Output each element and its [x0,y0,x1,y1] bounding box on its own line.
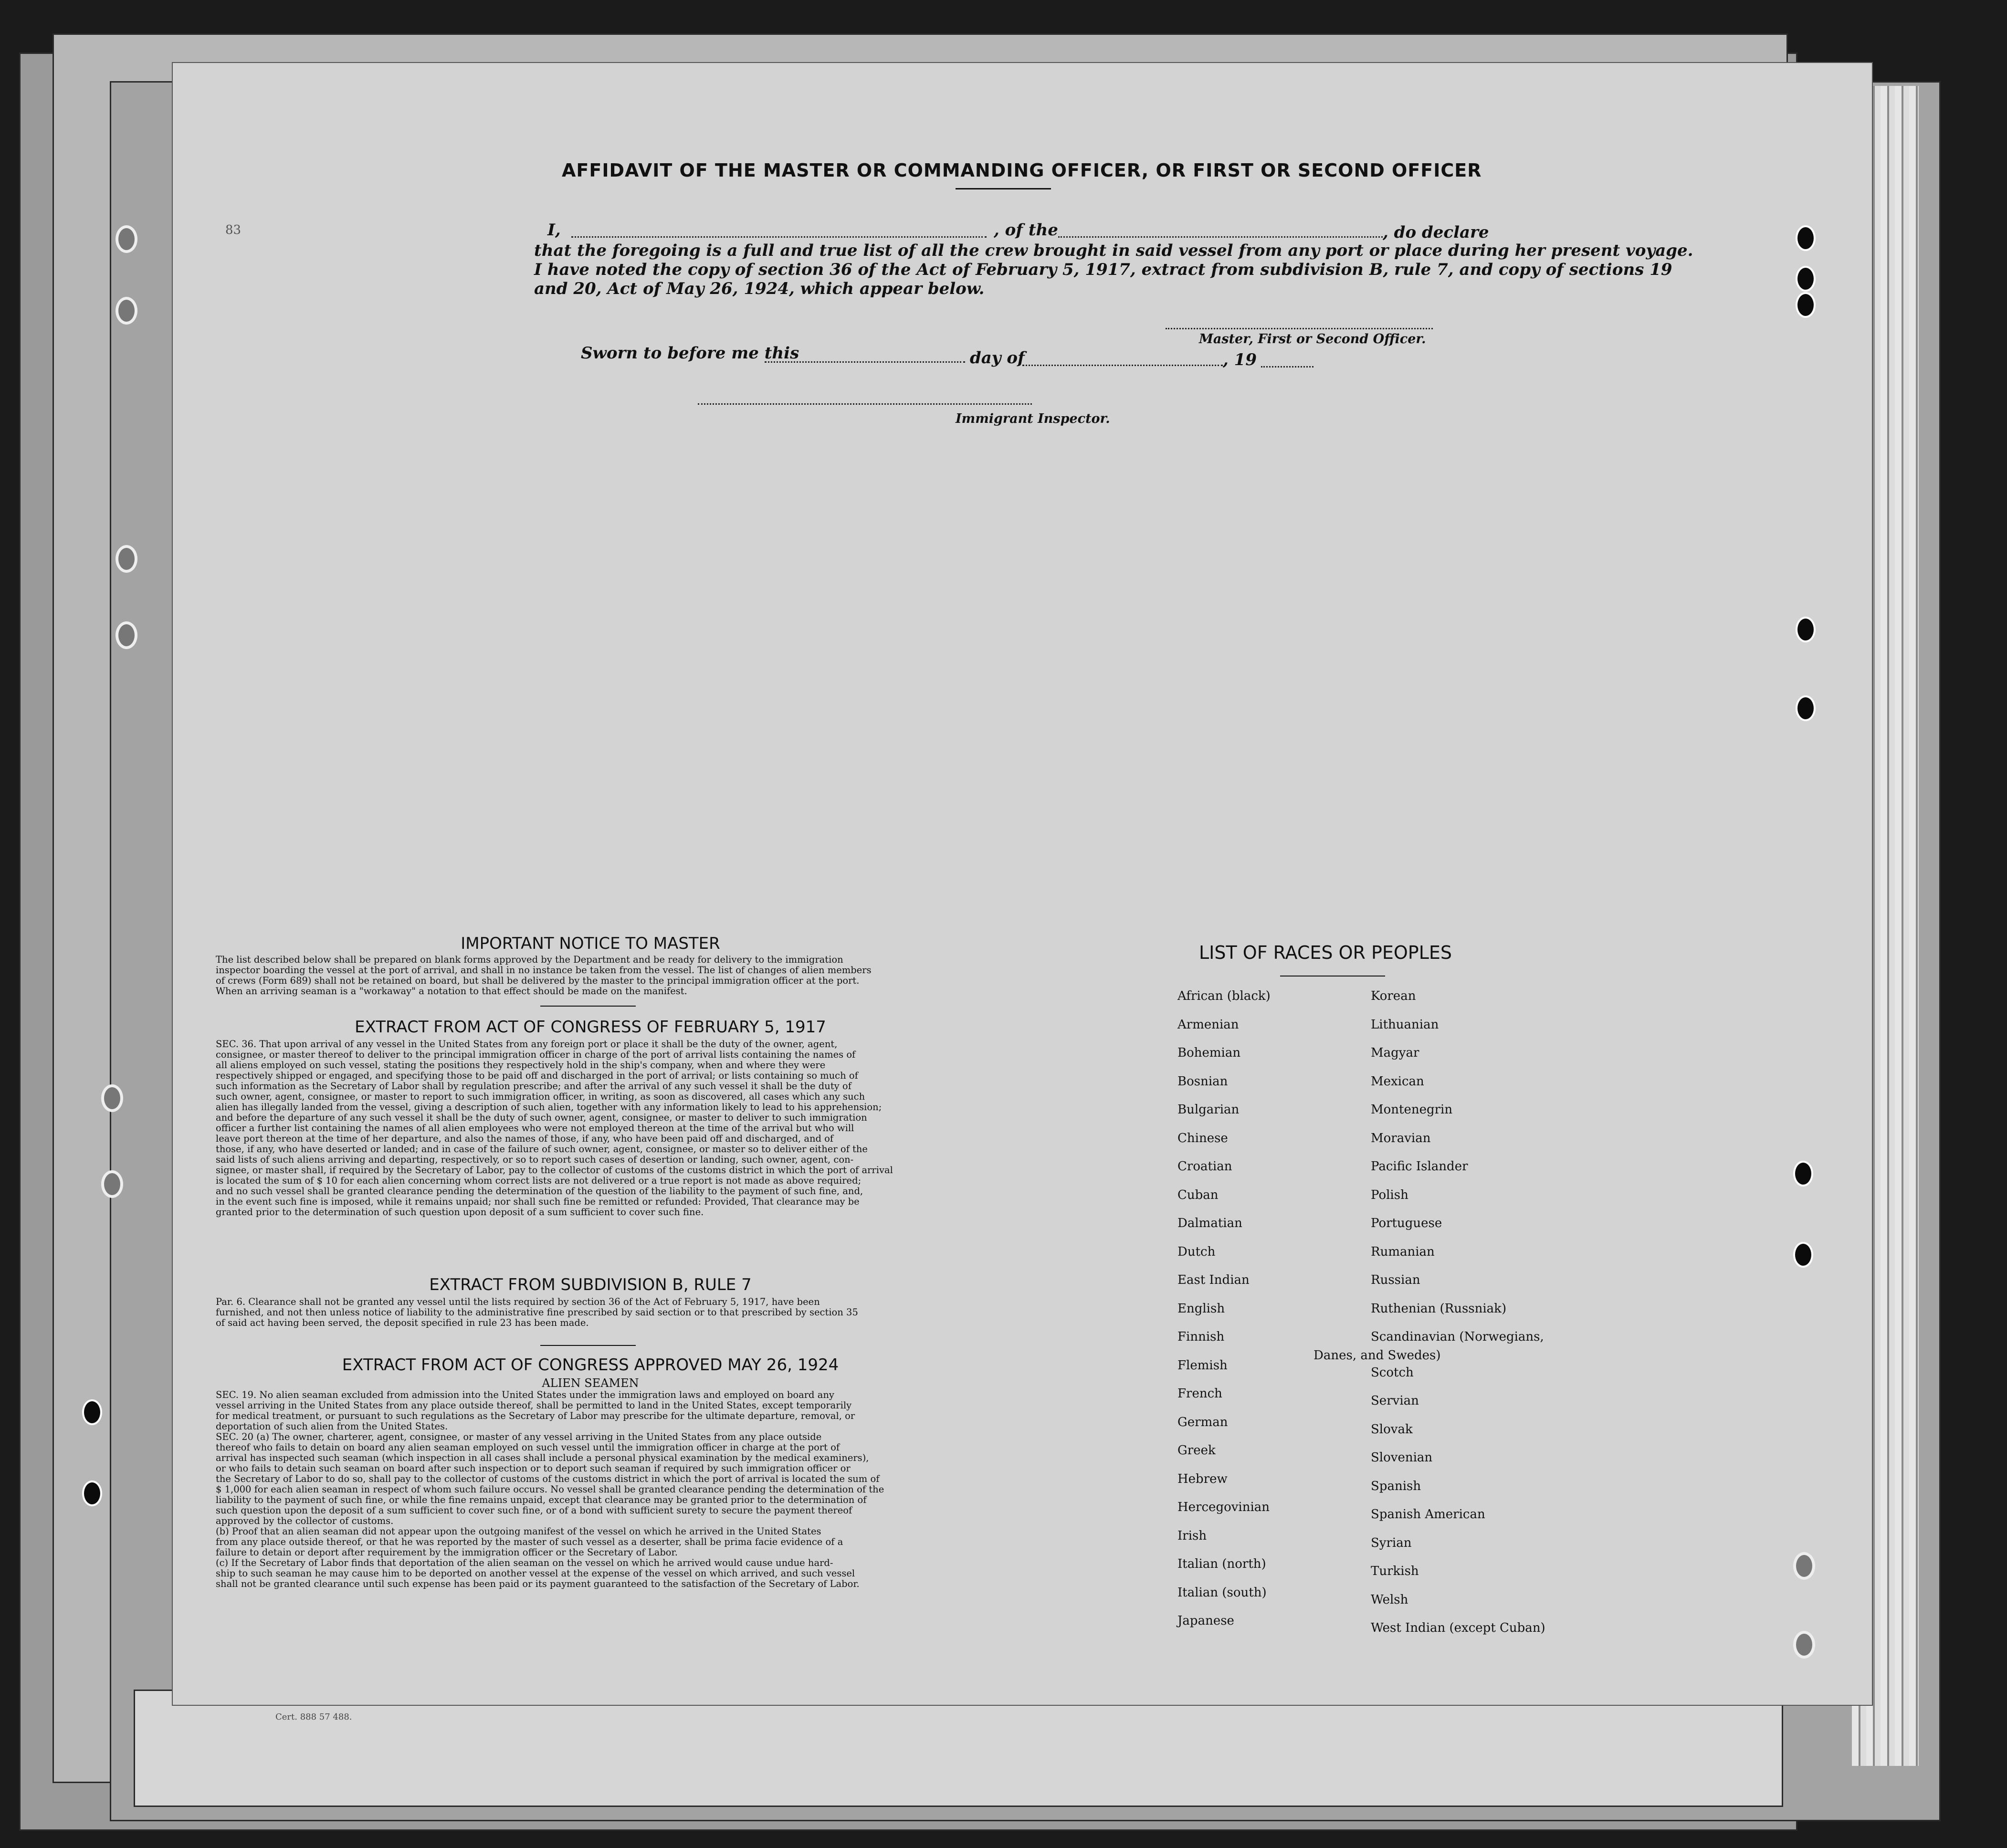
punch-hole [116,545,137,573]
month-blank [1022,365,1223,366]
race-item: Japanese [1177,1614,1234,1628]
race-item: West Indian (except Cuban) [1371,1621,1545,1635]
punch-hole [82,1399,102,1425]
race-item: Welsh [1371,1592,1408,1607]
punch-hole [1796,225,1816,251]
affidavit-line3: I have noted the copy of section 36 of the Act of February 5, 1917, extract from subdivision B, rule 7, and copy of sections 19 [534,260,1672,279]
race-item: Italian (north) [1177,1557,1266,1571]
race-item: Turkish [1371,1564,1419,1578]
race-item: Montenegrin [1371,1102,1453,1117]
extract-rule7-text: Par. 6. Clearance shall not be granted any vessel until the lists required by section 36 of the Act of February 5, 1917, have been furnished, and not then unless notice of liability to the administrative fine prescribed by said section or to that prescribed by section 35 of said act having been served, the deposit specified in rule 23 has been made. [216,1296,858,1328]
race-item: Pacific Islander [1371,1159,1468,1174]
extract-rule7-title: EXTRACT FROM SUBDIVISION B, RULE 7 [429,1275,752,1294]
race-item: Polish [1371,1187,1408,1202]
punch-hole [1793,1552,1815,1580]
race-item: Dutch [1177,1244,1216,1259]
race-item: Armenian [1177,1017,1239,1032]
race-item: Ruthenian (Russniak) [1371,1301,1507,1316]
extract-1917-text: SEC. 36. That upon arrival of any vessel in the United States from any foreign port or place it shall be the duty of the owner, agent, consignee, or master thereof to deliver to the principal immigration officer in charge of the port of arrival lists containing the names of all aliens employed on such vessel, stating the positions they respectively hold in the ship's company, when and where they were respectively shipped or engaged, and specifying those to be paid off and discharged in the port of arrival; or lists containing so much of such information as the Secretary of Labor shall by regulation prescribe; and after the arrival of any such vessel it shall be the duty of such owner, agent, consignee, or master to report to such immigration officer, in writing, as soon as discovered, all cases which any such alien has illegally landed from the vessel, giving a description of such alien, together with any information likely to lead to his apprehension; and before the departure of any such vessel it shall be the duty of such owner, agent, consignee, or master to deliver to such immigration officer a further list containing the names of all alien employees who were not employed thereon at the time of the arrival but who will leave port thereon at the time of her departure, and also the names of those, if any, who have been paid off and discharged, and of those, if any, who have deserted or landed; and in case of the failure of such owner, agent, consignee, or master so to deliver either of the said lists of such aliens arriving and departing, respectively, or so to report such cases of desertion or landing, such owner, agent, con- signee, or master shall, if required by the Secretary of Labor, pay to the collector of customs of the customs district in which the port of arrival is located the sum of $ 10 for each alien concerning whom correct lists are not delivered or a true report is not made as above required; and no such vessel shall be granted clearance pending the determination of the question of the liability to the payment of such fine, and, in the event such fine is imposed, while it remains unpaid; nor shall such fine be remitted or refunded: Provided, That clearance may be granted prior to the determination of such question upon deposit of a sum sufficient to cover such fine. [216,1039,893,1218]
affidavit-title: AFFIDAVIT OF THE MASTER OR COMMANDING OFFICER, OR FIRST OR SECOND OFFICER [562,160,1482,181]
race-item: Servian [1371,1394,1419,1408]
sworn-text: Sworn to before me this [581,344,799,363]
race-item: Bohemian [1177,1046,1241,1060]
race-item: Dalmatian [1177,1216,1242,1230]
master-signature-blank [1166,328,1433,329]
punch-hole [116,225,137,253]
back-sheet-bottom [134,1690,1783,1807]
punch-hole [1796,617,1816,642]
race-item: Rumanian [1371,1244,1435,1259]
master-label: Master, First or Second Officer. [1199,332,1426,346]
race-item: Magyar [1371,1046,1419,1060]
race-item: Chinese [1177,1131,1228,1145]
race-item: Cuban [1177,1187,1219,1202]
race-item: Scotch [1371,1365,1414,1380]
race-item: Syrian [1371,1535,1412,1550]
extract-1917-title: EXTRACT FROM ACT OF CONGRESS OF FEBRUARY 5, 1917 [355,1018,826,1037]
vessel-blank [1058,236,1383,238]
race-item: Croatian [1177,1159,1232,1174]
race-item: Flemish [1177,1358,1228,1373]
punch-hole [1796,695,1816,721]
inspector-signature-blank [698,403,1032,405]
punch-hole [116,297,137,325]
section-rule [540,1345,636,1346]
punch-hole [1793,1242,1813,1268]
race-item: Finnish [1177,1330,1225,1344]
punch-hole [116,621,137,649]
section-rule [540,1006,636,1007]
name-blank [571,236,987,238]
race-item: German [1177,1415,1228,1429]
race-item: Portuguese [1371,1216,1442,1230]
title-rule [956,188,1051,189]
race-item: African (black) [1177,989,1271,1003]
day-of-text: day of [970,348,1025,368]
race-item: Spanish American [1371,1507,1485,1522]
race-item: English [1177,1301,1225,1316]
race-item: Slovenian [1371,1450,1433,1465]
race-item: East Indian [1177,1273,1250,1287]
race-item: Spanish [1371,1479,1421,1493]
punch-hole [1793,1161,1813,1186]
race-item: Bulgarian [1177,1102,1240,1117]
race-item: Greek [1177,1443,1216,1458]
punch-hole [82,1480,102,1506]
race-item: Scandinavian (Norwegians, [1371,1330,1544,1344]
manifest-page [172,62,1873,1722]
race-item: Slovak [1371,1422,1413,1437]
race-scandinavian-cont: Danes, and Swedes) [1313,1348,1441,1363]
alien-seamen-subtitle: ALIEN SEAMEN [542,1376,639,1390]
punch-hole [1796,292,1816,318]
day-blank [765,361,965,363]
affidavit-line2: that the foregoing is a full and true list of all the crew brought in said vessel from any port or place during her present voyage. [534,241,1693,260]
punch-hole [1796,266,1816,292]
affidavit-do-declare: , do declare [1383,223,1489,242]
page-number-mark: 83 [225,223,242,237]
punch-hole [1793,1631,1815,1659]
race-item: Lithuanian [1371,1017,1439,1032]
year-blank [1261,366,1313,368]
notice-text: The list described below shall be prepared on blank forms approved by the Department and be ready for delivery to the immigration inspector boarding the vessel at the port of arrival, and shall in no instance be taken from the vessel. The list of changes of alien members of crews (Form 689) shall not be retained on board, but shall be delivered by the master to the principal immigration officer at the port. When an arriving seaman is a "workaway" a notation to that effect should be made on the manifest. [216,954,872,997]
affidavit-i: I, [547,220,561,240]
race-item: Bosnian [1177,1074,1228,1089]
race-item: Mexican [1371,1074,1424,1089]
race-item: Irish [1177,1528,1207,1543]
races-title: LIST OF RACES OR PEOPLES [1199,942,1452,963]
race-item: Italian (south) [1177,1585,1267,1600]
punch-hole [101,1084,123,1112]
race-item: Korean [1371,989,1416,1003]
race-item: Russian [1371,1273,1420,1287]
notice-title: IMPORTANT NOTICE TO MASTER [461,934,720,953]
race-item: Hercegovinian [1177,1500,1270,1514]
affidavit-of-the: , of the [994,220,1058,240]
race-item: French [1177,1386,1222,1401]
extract-1924-text: SEC. 19. No alien seaman excluded from admission into the United States under the immigration laws and employed on board any vessel arriving in the United States from any place outside thereof, shall be permitted to land in the United States, except temporarily for medical treatment, or pursuant to such regulations as the Secretary of Labor may prescribe for the ultimate departure, removal, or deportation of such alien from the United States. SEC. 20 (a) The owner, charterer, agent, consignee, or master of any vessel arriving in the United States from any place outside thereof who fails to detain on board any alien seaman employed on such vessel until the immigration officer in charge at the port of arrival has inspected such seaman (which inspection in all cases shall include a personal physical examination by the medical examiners), or who fails to detain such seaman on board after such inspection or to deport such seaman if required by such immigration officer or the Secretary of Labor to do so, shall pay to the collector of customs of the customs district in which the port of arrival is located the sum of $ 1,000 for each alien seaman in respect of whom such failure occurs. No vessel shall be granted clearance pending the determination of the liability to the payment of such fine, or while the fine remains unpaid, except that clearance may be granted prior to the determination of such question upon the deposit of a sum sufficient to cover such fine, or of a bond with sufficient surety to secure the payment thereof approved by the collector of customs. (b) Proof that an alien seaman did not appear upon the outgoing manifest of the vessel on which he arrived in the United States from any place outside thereof, or that he was reported by the master of such vessel as a deserter, shall be prima facie evidence of a failure to detain or deport after requirement by the immigration officer or the Secretary of Labor. (c) If the Secretary of Labor finds that deportation of the alien seaman on the vessel on which he arrived would cause undue hard- ship to such seaman he may cause him to be deported on another vessel at the expense of the vessel on which arrived, and such vessel shall not be granted clearance until such expense has been paid or its payment guaranteed to the satisfaction of the Secretary of Labor. [216,1389,884,1589]
year-text: , 19 [1223,350,1257,369]
race-item: Hebrew [1177,1471,1228,1486]
inspector-label: Immigrant Inspector. [956,411,1110,426]
affidavit-line4: and 20, Act of May 26, 1924, which appear below. [534,279,985,298]
footer-code: Cert. 888 57 488. [275,1712,352,1722]
extract-1924-title: EXTRACT FROM ACT OF CONGRESS APPROVED MAY 26, 1924 [342,1355,839,1375]
punch-hole [101,1170,123,1198]
race-item: Moravian [1371,1131,1431,1145]
